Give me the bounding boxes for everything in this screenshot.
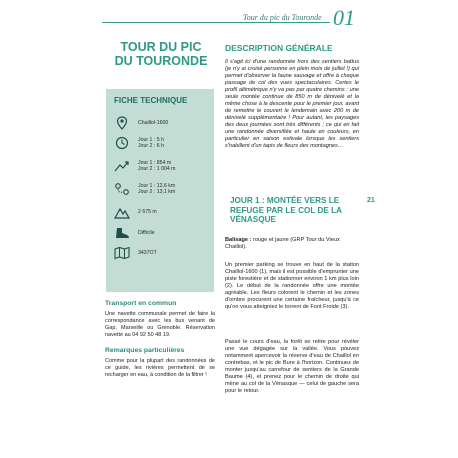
jour1-paragraph-1: Un premier parking se trouve en haut de la station Chaillol-1600 (1), mais il est possible d'emprunter une piste forestière et de stationner environ 1 km plus loin (2). Le début de la randonnée offre une montée agréable. Les fleurs colorent le chemin et les zones d'ombre procurent une certaine fraîcheur, jusqu'à ce qu'on vous atteigniez le torrent de Font Froide (3). — [225, 262, 359, 310]
balisage-line — [225, 237, 359, 251]
chapter-number: 01 — [333, 5, 355, 30]
fiche-heading: FICHE TECHNIQUE — [114, 96, 188, 105]
clock-icon — [114, 136, 130, 150]
page-title — [105, 40, 217, 68]
map-pin-icon — [114, 116, 130, 130]
fiche-duration-day2: Jour 2 : 6 h — [138, 143, 164, 150]
page-title-line1: TOUR DU PIC — [120, 40, 202, 54]
transport-text: Une navette communale permet de faire la correspondance avec les bus venant de Gap, Marseille ou Grenoble. Réservation navette au 04 92 50 48 19. — [105, 311, 215, 338]
fiche-elevation-day1: Jour 1 : 854 m — [138, 160, 172, 166]
header-rule — [102, 22, 330, 23]
description-text: Il s'agit ici d'une randonnée hors des sentiers battus (je n'y ai croisé personne en plein mois de juillet !) qui permet d'observer la faune sauvage et offre à chaque passage de col des vues spectaculaires. Certes le profil altimétrique n'y va pas par quatre chemins : une seule montée continue de 850 m de dénivelé et la même chose à la descente pour le premier jour, avant de remettre le couvert le lendemain avec 200 m de dénivelé supplémentaire ! Pour autant, les paysages des deux journées sont très différents ; ce qui en fait une randonnée diversifiée et haute en couleurs, en particulier en saison estivale lorsque les sentiers s'habillent d'un tapis de fleurs des montagnes… — [225, 59, 359, 149]
description-heading: DESCRIPTION GÉNÉRALE — [225, 43, 333, 53]
fiche-duration-day1: Jour 1 : 5 h — [138, 137, 164, 143]
remarques-heading: Remarques particulières — [105, 347, 185, 354]
balisage-text: rouge et jaune (GRP Tour du Vieux Chaillol). — [225, 237, 340, 250]
fiche-altitude-text: 2 675 m — [138, 209, 157, 215]
map-icon — [114, 246, 130, 260]
running-title: Tour du pic du Touronde — [243, 13, 322, 22]
fiche-difficulty-text: Difficile — [138, 230, 155, 236]
fiche-start-text: Chaillol-1600 — [138, 120, 169, 126]
remarques-text: Comme pour la plupart des randonnées de ce guide, les rivières permettent de se recharger en eau, à condition de la filtrer ! — [105, 358, 215, 378]
transport-heading: Transport en commun — [105, 300, 177, 307]
fiche-map-text: 3437OT — [138, 250, 157, 256]
jour1-paragraph-2: Passé le cours d'eau, la forêt se retire pour révéler une vue dégagée sur la vallée. Vous pouvez notamment apercevoir la réserve d'eau de Chaillol en contrebas, et le pic de Bure à l'horizon. Continuez de monter jusqu'au carrefour de sentiers de la Grande Baume (4), et prenez pour le chemin de droite qui mène au col de la Vénasque — celui de gauche sera pour le retour. — [225, 339, 359, 394]
fiche-distance-day1: Jour 1 : 12,6 km — [138, 183, 176, 189]
distance-icon — [114, 182, 130, 196]
fiche-technique-panel — [106, 89, 214, 292]
elevation-icon — [114, 159, 130, 173]
balisage-label: Balisage : — [225, 237, 252, 243]
mountain-icon — [114, 205, 130, 219]
fiche-elevation-day2: Jour 2 : 1 004 m — [138, 166, 176, 173]
page-title-line2: DU TOURONDE — [114, 54, 208, 68]
fiche-distance-day2: Jour 2 : 13,1 km — [138, 189, 176, 196]
boot-icon — [114, 226, 130, 240]
jour1-heading: JOUR 1 : MONTÉE VERS LE REFUGE PAR LE COL DE LA VÉNASQUE — [230, 196, 342, 224]
page-number: 21 — [367, 197, 375, 204]
